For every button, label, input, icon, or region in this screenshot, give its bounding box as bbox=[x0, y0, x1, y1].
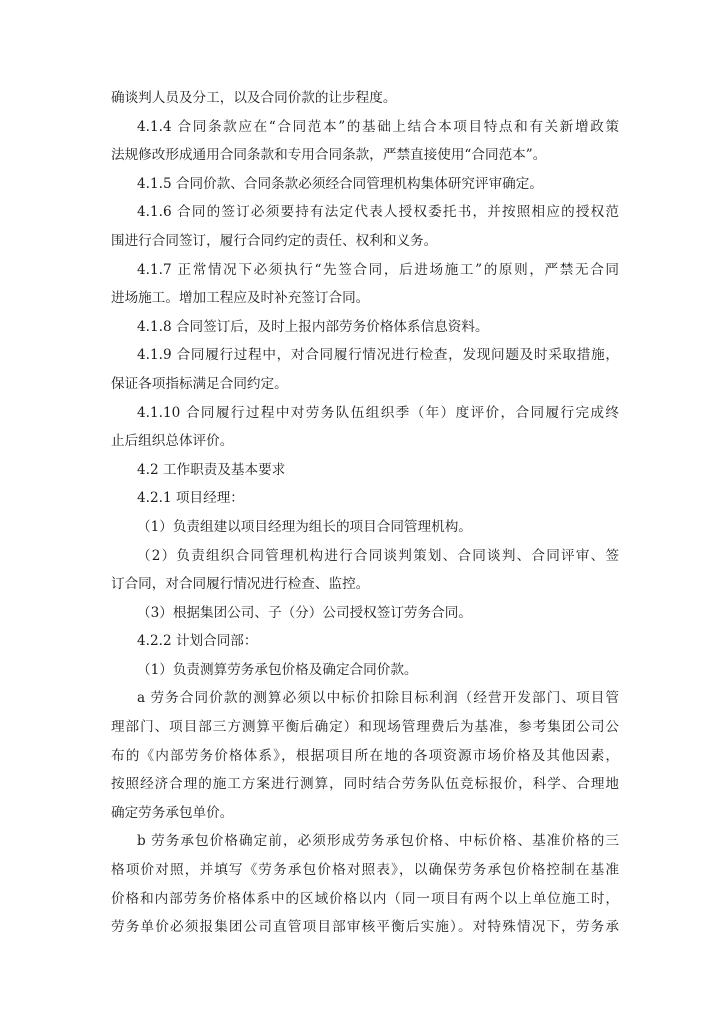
text-line: 订合同，对合同履行情况进行检查、监控。 bbox=[111, 576, 370, 593]
text-line: 按照经济合理的施工方案进行测算，同时结合劳务队伍竞标报价，科学、合理地 bbox=[111, 776, 619, 793]
text-line: 4.1.5 合同价款、合同条款必须经合同管理机构集体研究评审确定。 bbox=[137, 175, 543, 192]
text-line: 4.1.9 合同履行过程中，对合同履行情况进行检查，发现问题及时采取措施， bbox=[137, 347, 619, 364]
text-line: 法规修改形成通用合同条款和专用合同条款，严禁直接使用“合同范本”。 bbox=[111, 147, 547, 164]
text-line: 4.2.2 计划合同部： bbox=[137, 633, 258, 650]
text-line: 劳务单价必须报集团公司直管项目部审核平衡后实施）。对特殊情况下，劳务承 bbox=[111, 919, 619, 936]
text-line: （1）负责测算劳务承包价格及确定合同价款。 bbox=[137, 661, 418, 678]
text-line: 4.1.10 合同履行过程中对劳务队伍组织季（年）度评价，合同履行完成终 bbox=[137, 404, 619, 421]
text-line: 止后组织总体评价。 bbox=[111, 433, 234, 450]
text-line: 4.2.1 项目经理： bbox=[137, 490, 244, 507]
text-line: 价格和内部劳务价格体系中的区域价格以内（同一项目有两个以上单位施工时， bbox=[111, 890, 619, 907]
text-line: （3）根据集团公司、子（分）公司授权签订劳务合同。 bbox=[137, 604, 472, 621]
text-line: 格项价对照，并填写《劳务承包价格对照表》，以确保劳务承包价格控制在基准 bbox=[111, 862, 619, 879]
text-line: 4.1.8 合同签订后，及时上报内部劳务价格体系信息资料。 bbox=[137, 318, 489, 335]
text-line: 进场施工。增加工程应及时补充签订合同。 bbox=[111, 290, 370, 307]
text-line: 确谈判人员及分工，以及合同价款的让步程度。 bbox=[111, 90, 397, 106]
text-line: 4.2 工作职责及基本要求 bbox=[137, 461, 286, 478]
text-line: b 劳务承包价格确定前，必须形成劳务承包价格、中标价格、基准价格的三 bbox=[137, 833, 619, 850]
text-line: 理部门、项目部三方测算平衡后确定）和现场管理费后为基准，参考集团公司公 bbox=[111, 719, 619, 736]
text-line: （1）负责组建以项目经理为组长的项目合同管理机构。 bbox=[137, 518, 472, 535]
text-line: 4.1.7 正常情况下必须执行“先签合同，后进场施工”的原则，严禁无合同 bbox=[137, 261, 619, 278]
text-line: 围进行合同签订，履行合同约定的责任、权利和义务。 bbox=[111, 232, 438, 249]
text-line: 确定劳务承包单价。 bbox=[111, 804, 234, 821]
document-body bbox=[111, 84, 619, 942]
text-line: 布的《内部劳务价格体系》，根据项目所在地的各项资源市场价格及其他因素， bbox=[111, 747, 619, 764]
text-line: 4.1.6 合同的签订必须要持有法定代表人授权委托书，并按照相应的授权范 bbox=[137, 204, 619, 221]
text-line: 保证各项指标满足合同约定。 bbox=[111, 375, 288, 392]
text-line: a 劳务合同价款的测算必须以中标价扣除目标利润（经营开发部门、项目管 bbox=[137, 690, 619, 707]
text-line: 4.1.4 合同条款应在“合同范本”的基础上结合本项目特点和有关新增政策 bbox=[137, 118, 619, 135]
text-line: （2）负责组织合同管理机构进行合同谈判策划、合同谈判、合同评审、签 bbox=[137, 547, 619, 564]
